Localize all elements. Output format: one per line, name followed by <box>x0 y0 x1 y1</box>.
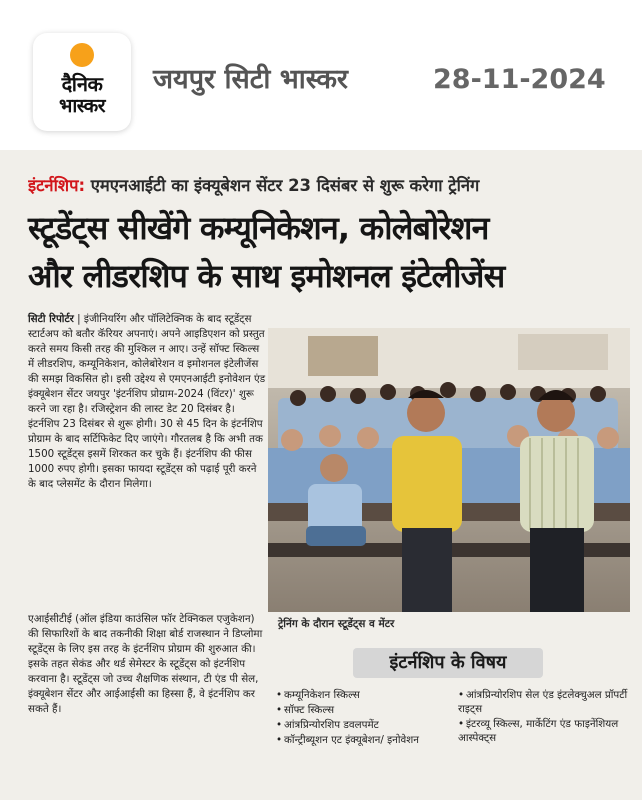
topics-list <box>276 688 630 788</box>
byline: सिटी रिपोर्टर <box>28 313 74 325</box>
article-body-continued <box>28 612 266 717</box>
topic-text: सॉफ्ट स्किल्स <box>284 704 335 716</box>
app-header <box>0 0 642 150</box>
topic-item <box>276 718 451 732</box>
dainik-bhaskar-logo[interactable] <box>33 33 131 131</box>
headline-line-1: स्टूडेंट्स सीखेंगे कम्यूनिकेशन, कोलेबोरेशन <box>28 209 489 247</box>
topic-item <box>276 733 451 747</box>
bullet-icon: • <box>458 689 465 701</box>
topic-item <box>458 717 630 745</box>
topic-text: कॉन्ट्रीब्यूशन एट इंक्यूबेशन/ इनोवेशन <box>284 734 419 746</box>
training-photo <box>268 328 630 612</box>
article-body <box>28 312 266 492</box>
logo-line-2: भास्कर <box>58 95 106 117</box>
topic-item <box>458 688 630 716</box>
sun-icon <box>70 43 94 67</box>
topic-text: आंत्रप्रिन्योरशिप सेल एंड इंटलेक्चुअल प्रॉपर्टी राइट्स <box>458 689 628 715</box>
bullet-icon: • <box>276 704 283 716</box>
topic-text: इंटरव्यू स्किल्स, मार्केटिंग एंड फाइनेंशियल आस्पेक्ट्स <box>458 718 619 744</box>
photo-caption: ट्रेनिंग के दौरान स्टूडेंट्स व मेंटर <box>278 618 395 630</box>
topic-text: आंत्रप्रिन्योरशिप डवलपमेंट <box>284 719 379 731</box>
kicker-text: एमएनआईटी का इंक्यूबेशन सेंटर 23 दिसंबर से शुरू करेगा ट्रेनिंग <box>90 176 480 195</box>
kicker-label: इंटर्नशिप: <box>28 176 86 195</box>
logo-line-1: दैनिक <box>61 72 103 96</box>
paragraph-2: एआईसीटीई (ऑल इंडिया काउंसिल फॉर टेक्निकल एजुकेशन) की सिफारिशों के बाद तकनीकी शिक्षा बोर्ड राजस्थान ने डिप्लोमा स्टूडेंट्स के लिए इस तरह के इंटर्नशिप प्रोग्राम की शुरुआत की। इसके तहत सेकंड और थर्ड सेमेस्टर के स्टूडेंट्स को इंटर्नशिप करवाना है। स्टूडेंट्स जो उच्च शैक्षणिक संस्थान, टी एंड पी सेल, इंक्यूबेशन सेंटर और आईआईसी का हिस्सा हैं, वे इंटर्नशिप कर सकते हैं। <box>28 613 263 715</box>
paragraph-1: सिटी रिपोर्टर | इंजीनियरिंग और पॉलिटेक्निक के बाद स्टूडेंट्स स्टार्टअप को बतौर कॅरियर अपनाएं। अपने आइडिएशन को प्रस्तुत करते समय किसी तरह की मुश्किल न आए। उन्हें सॉफ्ट स्किल्स में लीडरशिप, कम्यूनिकेशन, कोलेबोरेशन व इमोशनल इंटेलीजेंस की समझ विकसित हो। इसी उद्देश्य से एमएनआईटी इनोवेशन एंड इंक्यूबेशन सेंटर जयपुर 'इंटर्नशिप प्रोग्राम-2024 (विंटर)' शुरू करने जा रहा है। रजिस्ट्रेशन की लास्ट डेट 20 दिसंबर है। इंटर्नशिप 23 दिसंबर से शुरू होगी। 30 से 45 दिन के इंटर्नशिप प्रोग्राम के बाद सर्टिफिकेट दिए जाएंगे। गौरतलब है कि अभी तक 1500 स्टूडेंट्स इसमें शिरकत कर चुके हैं। इंटर्नशिप की फीस 1000 रुपए होगी। इसका फायदा स्टूडेंट्स को पढ़ाई पूरी करने के बाद प्लेसमेंट के दौरान मिलेगा। <box>28 313 266 490</box>
article-kicker <box>28 175 628 197</box>
classroom-photo-illustration <box>268 328 630 612</box>
edition-title: जयपुर सिटी भास्कर <box>153 64 348 95</box>
bullet-icon: • <box>276 689 283 701</box>
topics-heading: इंटर्नशिप के विषय <box>353 648 543 678</box>
bullet-icon: • <box>276 734 283 746</box>
topic-item <box>276 703 451 717</box>
topics-column-2 <box>458 688 630 746</box>
bullet-icon: • <box>276 719 283 731</box>
topic-text: कम्यूनिकेशन स्किल्स <box>284 689 360 701</box>
topics-column-1 <box>276 688 451 748</box>
topic-item <box>276 688 451 702</box>
headline-line-2: और लीडरशिप के साथ इमोशनल इंटेलीजेंस <box>28 257 505 295</box>
paragraph-1-text: इंजीनियरिंग और पॉलिटेक्निक के बाद स्टूडेंट्स स्टार्टअप को बतौर कॅरियर अपनाएं। अपने आइडिएशन को प्रस्तुत करते समय किसी तरह की मुश्किल न आए। उन्हें सॉफ्ट स्किल्स में लीडरशिप, कम्यूनिकेशन, कोलेबोरेशन व इमोशनल इंटेलीजेंस की समझ विकसित हो। इसी उद्देश्य से एमएनआईटी इनोवेशन एंड इंक्यूबेशन सेंटर जयपुर 'इंटर्नशिप प्रोग्राम-2024 (विंटर)' शुरू करने जा रहा है। रजिस्ट्रेशन की लास्ट डेट 20 दिसंबर है। इंटर्नशिप 23 दिसंबर से शुरू होगी। 30 से 45 दिन के इंटर्नशिप प्रोग्राम के बाद सर्टिफिकेट दिए जाएंगे। गौरतलब है कि अभी तक 1500 स्टूडेंट्स इसमें शिरकत कर चुके हैं। इंटर्नशिप की फीस 1000 रुपए होगी। इसका फायदा स्टूडेंट्स को पढ़ाई पूरी करने के बाद प्लेसमेंट के दौरान मिलेगा। <box>28 313 266 490</box>
edition-date: 28-11-2024 <box>433 64 606 95</box>
bullet-icon: • <box>458 718 465 730</box>
